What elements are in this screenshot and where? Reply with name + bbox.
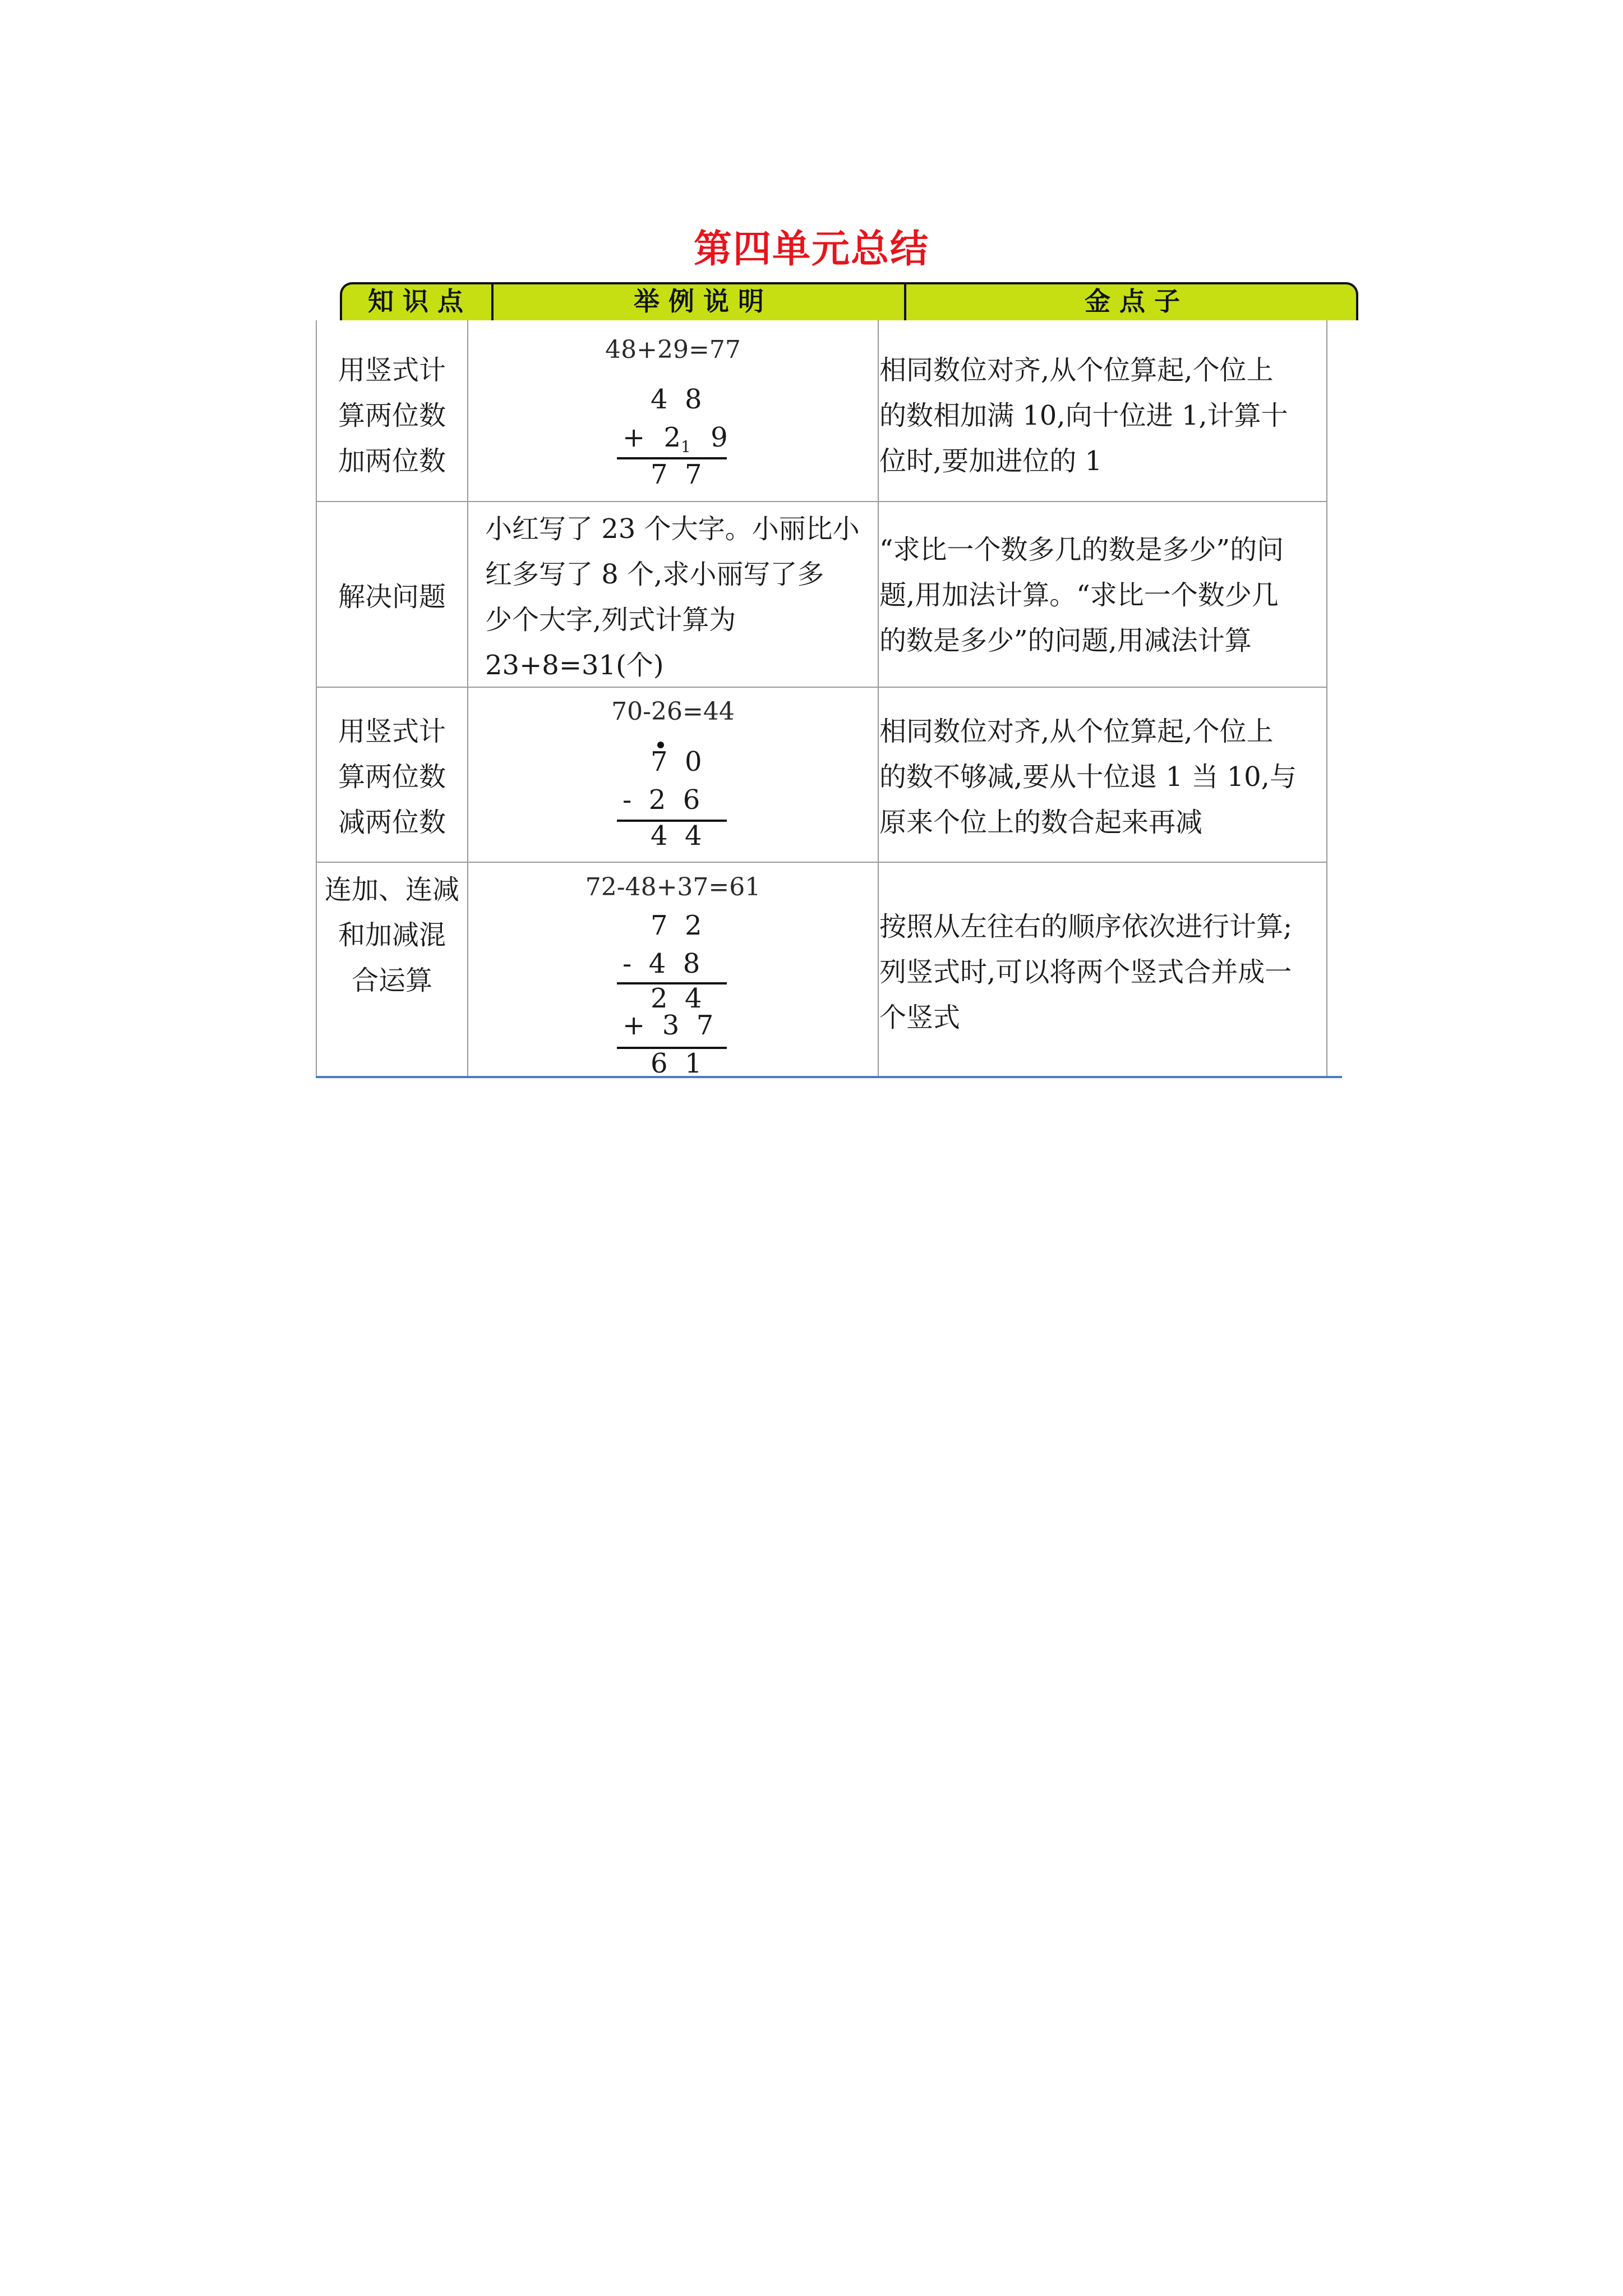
carry-mark: 1: [681, 438, 691, 456]
topic-cell: [317, 709, 467, 845]
topic-cell: [317, 348, 467, 484]
operator: +: [623, 422, 645, 453]
digit: 9: [711, 422, 728, 453]
vertical-result: 4 4: [651, 820, 702, 852]
example-equation: 48+29=77: [605, 335, 741, 364]
topic-line: 合运算: [351, 965, 432, 996]
tip-line: 原来个位上的数合起来再减: [879, 807, 1203, 838]
tip-line: 位时,要加进位的 1: [879, 445, 1103, 477]
example-equation: 72-48+37=61: [585, 873, 761, 901]
tip-cell: [879, 904, 1328, 1041]
tip-line: “求比一个数多几的数是多少”的问: [879, 534, 1284, 565]
vertical-line-2: [623, 422, 728, 456]
tip-line: 的数不够减,要从十位退 1 当 10,与: [879, 761, 1297, 793]
table-bottom-border: [316, 1076, 1342, 1078]
topic-line: 用竖式计: [338, 355, 446, 386]
digit: 2: [663, 422, 681, 453]
tip-line: 相同数位对齐,从个位算起,个位上: [879, 716, 1274, 747]
vertical-line-1: 4 8: [651, 384, 702, 415]
topic-line: 解决问题: [338, 581, 446, 613]
tip-line: 的数是多少”的问题,用减法计算: [879, 625, 1252, 656]
vertical-partial-result: 2 4: [651, 983, 702, 1014]
topic-line: 连加、连减: [324, 874, 459, 905]
header-tips: 金 点 子: [1084, 286, 1181, 316]
tip-cell: [879, 709, 1328, 845]
topic-line: 减两位数: [338, 807, 446, 838]
row-divider: [316, 862, 1327, 863]
vertical-result: 7 7: [651, 459, 702, 490]
tip-cell: [879, 527, 1328, 664]
tip-line: 按照从左往右的顺序依次进行计算;: [879, 911, 1293, 942]
topic-line: 算两位数: [338, 400, 446, 431]
table-divider-col2: [878, 320, 879, 1078]
tip-line: 的数相加满 10,向十位进 1,计算十: [879, 400, 1288, 431]
table-header: [340, 282, 1358, 320]
example-cell: [485, 507, 878, 688]
tip-line: 个竖式: [879, 1002, 961, 1033]
topic-line: 用竖式计: [338, 716, 446, 747]
example-line: 23+8=31(个): [485, 650, 664, 681]
row-divider: [316, 501, 1327, 502]
header-knowledge-point: 知 识 点: [367, 286, 464, 316]
topic-line: 和加减混: [338, 919, 446, 951]
topic-line: 加两位数: [338, 445, 446, 477]
vertical-line-4: + 3 7: [623, 1010, 714, 1041]
example-equation: 70-26=44: [611, 697, 735, 726]
tip-line: 相同数位对齐,从个位算起,个位上: [879, 355, 1274, 386]
page-title: 第四单元总结: [693, 227, 929, 272]
tip-cell: [879, 348, 1328, 484]
topic-line: 算两位数: [338, 761, 446, 793]
vertical-result: 6 1: [651, 1048, 702, 1079]
example-line: 红多写了 8 个,求小丽写了多: [485, 559, 824, 590]
tip-line: 题,用加法计算。“求比一个数少几: [879, 579, 1279, 611]
example-line: 少个大字,列式计算为: [485, 604, 736, 636]
header-example: 举 例 说 明: [633, 286, 764, 316]
vertical-line-1: 7 0: [651, 746, 702, 777]
vertical-line-2: - 4 8: [623, 948, 700, 979]
topic-cell: [317, 574, 467, 620]
vertical-line-2: - 2 6: [623, 784, 700, 816]
tip-line: 列竖式时,可以将两个竖式合并成一: [879, 956, 1292, 988]
vertical-line-1: 7 2: [651, 910, 702, 941]
example-line: 小红写了 23 个大字。小丽比小: [485, 513, 860, 545]
topic-cell: [317, 867, 467, 1004]
